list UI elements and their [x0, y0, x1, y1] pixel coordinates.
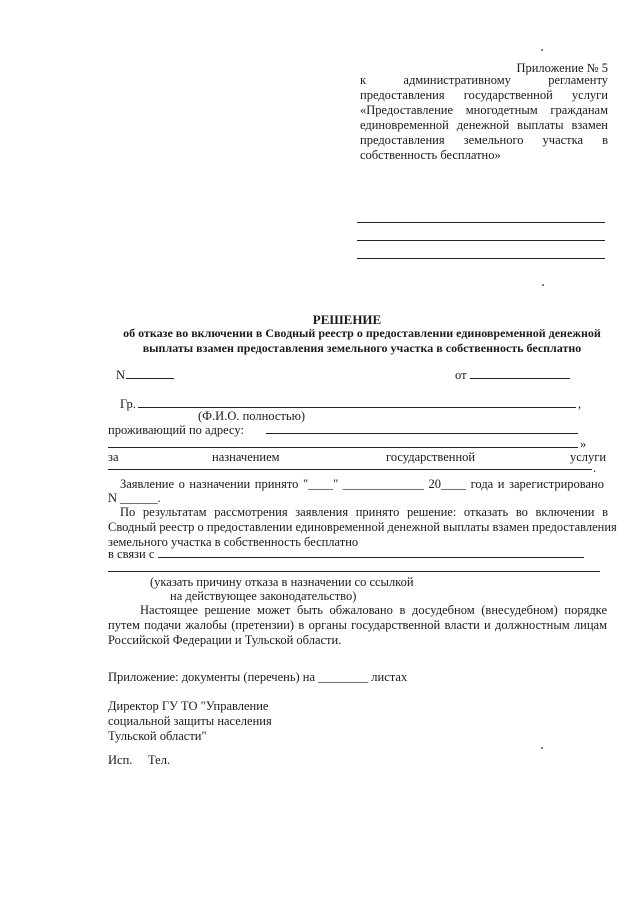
signature-line-2: социальной защиты населения — [108, 714, 272, 728]
appendix-line-4: единовременной денежной выплаты взамен — [360, 118, 608, 132]
number-field[interactable] — [126, 378, 174, 379]
document-subtitle-line-1: об отказе во включении в Сводный реестр о предоставлении единовременной денежной — [123, 326, 601, 340]
appeal-line-2: путем подачи жалобы (претензии) в органы государственной власти и должностным лицам — [108, 618, 607, 632]
document-title: РЕШЕНИЕ — [312, 312, 382, 327]
document-subtitle-line-2: выплаты взамен предоставления земельного участка в собственность бесплатно — [142, 341, 582, 355]
service-word-2: назначением — [212, 450, 280, 464]
executor-label: Исп. — [108, 753, 133, 767]
scan-speck — [541, 747, 543, 749]
address-label: проживающий по адресу: — [108, 423, 244, 437]
service-word-1: за — [108, 450, 119, 464]
attachment-line: Приложение: документы (перечень) на ________ листах — [108, 670, 408, 684]
appeal-line-3: Российской Федерации и Тульской области. — [108, 633, 342, 647]
decision-line-2: Сводный реестр о предоставлении единовременной денежной выплаты взамен предоставления — [108, 520, 617, 534]
address-field-continued[interactable] — [108, 447, 578, 448]
fio-hint: (Ф.И.О. полностью) — [198, 409, 306, 423]
appendix-line-5: предоставления земельного участка в — [360, 133, 608, 147]
scan-speck — [541, 49, 543, 51]
address-quote-close: » — [580, 437, 587, 451]
reason-hint-line-1: (указать причину отказа в назначении со ссылкой — [150, 575, 414, 589]
date-field[interactable] — [470, 378, 570, 379]
addressee-blank-line[interactable] — [357, 240, 605, 241]
appendix-title: Приложение № 5 — [516, 61, 608, 75]
address-field[interactable] — [266, 433, 578, 434]
service-period: . — [593, 461, 597, 475]
signature-line-1: Директор ГУ ТО "Управление — [108, 699, 269, 713]
reason-field-continued[interactable] — [108, 571, 600, 572]
decision-line-3: земельного участка в собственность бесплатно — [108, 535, 359, 549]
number-label: N — [116, 368, 126, 382]
citizen-comma: , — [578, 397, 582, 411]
reason-hint-line-2: на действующее законодательство) — [170, 589, 357, 603]
registration-number: N ______. — [108, 491, 161, 505]
appeal-line-1: Настоящее решение может быть обжаловано в досудебном (внесудебном) порядке — [140, 603, 607, 617]
appendix-line-3: «Предоставление многодетным гражданам — [360, 103, 608, 117]
reason-field[interactable] — [158, 557, 584, 558]
service-field[interactable] — [108, 469, 592, 470]
appendix-line-1: к административному регламенту — [360, 73, 608, 87]
reason-label: в связи с — [108, 547, 155, 561]
citizen-label: Гр. — [120, 397, 136, 411]
date-label: от — [455, 368, 467, 382]
signature-line-3: Тульской области" — [108, 729, 207, 743]
phone-label: Тел. — [148, 753, 171, 767]
decision-line-1: По результатам рассмотрения заявления принято решение: отказать во включении в — [120, 505, 608, 519]
application-line: Заявление о назначении принято "____" _____________ 20____ года и зарегистрировано — [120, 477, 604, 491]
appendix-line-6: собственность бесплатно» — [360, 148, 501, 162]
addressee-blank-line[interactable] — [357, 258, 605, 259]
appendix-line-2: предоставления государственной услуги — [360, 88, 608, 102]
service-word-4: услуги — [570, 450, 607, 464]
service-word-3: государственной — [386, 450, 476, 464]
addressee-blank-line[interactable] — [357, 222, 605, 223]
scan-speck — [542, 284, 544, 286]
